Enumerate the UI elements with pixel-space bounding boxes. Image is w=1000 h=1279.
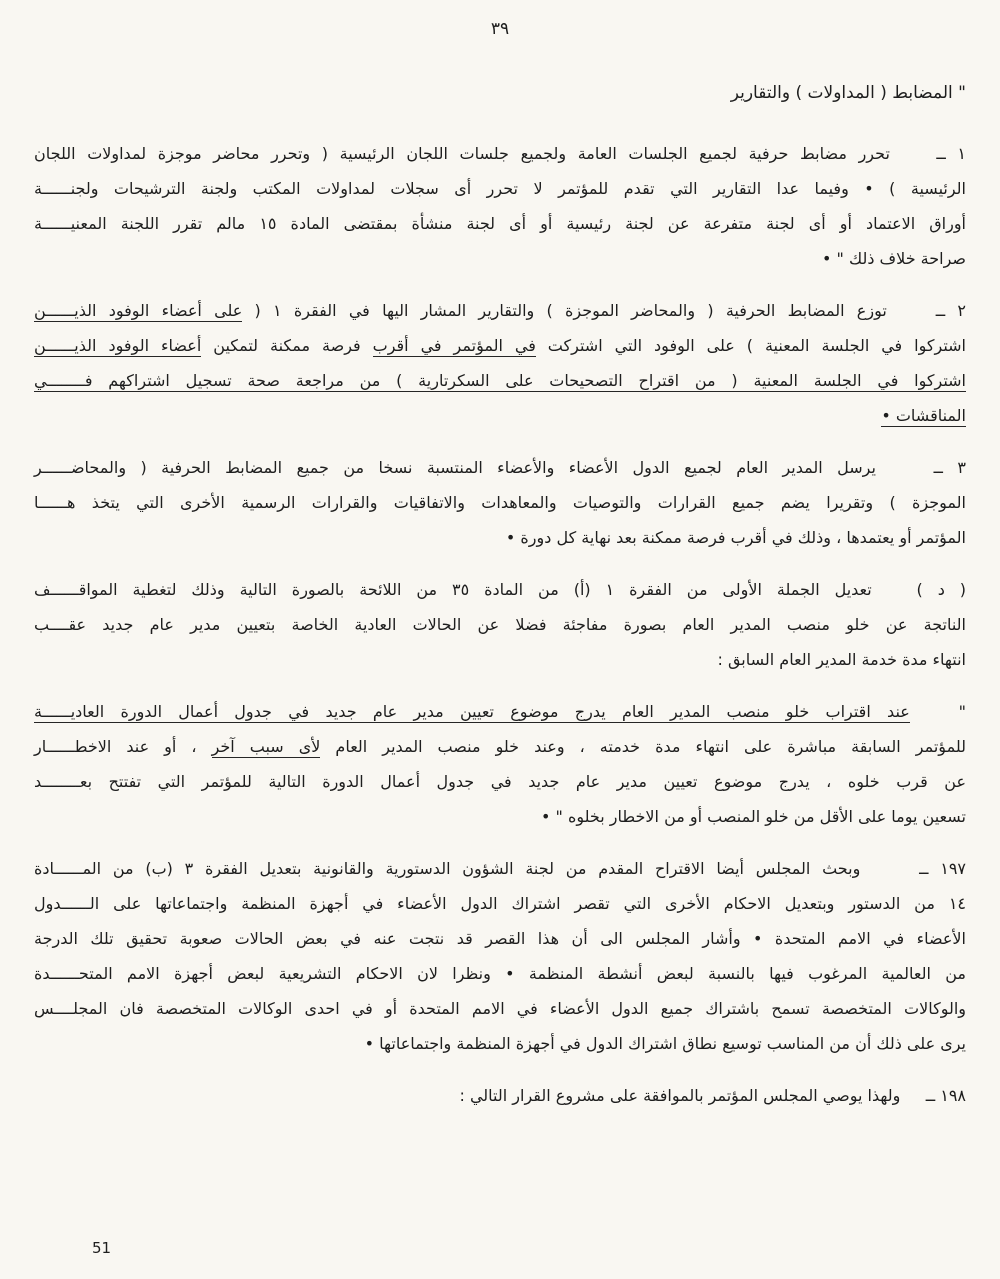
paragraph-line: [34, 921, 966, 956]
paragraph-line: [34, 1078, 966, 1113]
underlined-text: أعضاء الوفود الذيــــــن: [34, 336, 202, 355]
text-segment: انتهاء مدة خدمة المدير العام السابق :: [717, 650, 966, 669]
paragraph-line: [34, 136, 966, 171]
text-segment: ( د ) تعديل الجملة الأولى من الفقرة ١ (أ) من المادة ٣٥ من اللائحة بالصورة التالية وذلك لتغطية المواقــــــف: [34, 580, 966, 599]
text-segment: الموجزة ) وتقريرا يضم جميع القرارات والتوصيات والمعاهدات والاتفاقيات والقرارات الرسمية الأخرى التي يتخذ هــــــا: [34, 493, 966, 512]
paragraph-198: [34, 1078, 966, 1113]
paragraph-2: [34, 293, 966, 433]
paragraph-line: [34, 206, 966, 241]
paragraph-line: [34, 851, 966, 886]
text-segment: من العالمية المرغوب فيها بالنسبة لبعض أنشطة المنظمة • ونظرا لان الاحكام التشريعية لبعض أجهزة الامم المتحــــــدة: [34, 964, 966, 983]
underlined-text: في المؤتمر في أقرب: [372, 336, 536, 355]
text-segment: اشتركوا في الجلسة المعنية ) على الوفود التي اشتركت: [535, 336, 966, 355]
paragraph-line: [34, 398, 966, 433]
text-segment: المؤتمر أو يعتمدها ، وذلك في أقرب فرصة ممكنة بعد نهاية كل دورة •: [505, 528, 966, 547]
text-segment: يرى على ذلك أن من المناسب توسيع نطاق اشتراك الدول في أجهزة المنظمة واجتماعاتها •: [364, 1034, 966, 1053]
paragraph-line: [34, 1026, 966, 1061]
text-segment: أوراق الاعتماد أو أى لجنة متفرعة عن لجنة رئيسية أو أى لجنة منشأة بمقتضى المادة ١٥ مالم تقرر اللجنة المعنيــــــة: [34, 214, 966, 233]
paragraph-line: [34, 956, 966, 991]
paragraph-line: [34, 171, 966, 206]
text-segment: عن قرب خلوه ، يدرج موضوع تعيين مدير عام جديد في جدول أعمال الدورة التالية للمؤتمر التي تفتتح بعــــــــد: [34, 772, 966, 791]
paragraph-line: [34, 363, 966, 398]
paragraph-line: [34, 729, 966, 764]
section-heading: " المضابط ( المداولات ) والتقارير: [730, 83, 966, 103]
text-segment: تسعين يوما على الأقل من خلو المنصب أو من الاخطار بخلوه " •: [541, 807, 966, 826]
text-segment: الرئيسية ) • وفيما عدا التقارير التي تقدم للمؤتمر لا تحرر أى سجلات لمداولات المكتب ولجنة الترشيحات ولجنــــــة: [34, 179, 966, 198]
text-segment: ، أو عند الاخطــــــار: [34, 737, 212, 756]
text-segment: فرصة ممكنة لتمكين: [201, 336, 373, 355]
paragraph-line: [34, 799, 966, 834]
paragraph-197: [34, 851, 966, 1061]
paragraph-line: [34, 764, 966, 799]
text-segment: صراحة خلاف ذلك " •: [822, 249, 966, 268]
paragraph-line: [34, 607, 966, 642]
underlined-text: المناقشات •: [881, 406, 966, 425]
page-number-top: ٣٩: [490, 19, 510, 39]
paragraph-line: [34, 241, 966, 276]
underlined-text: على أعضاء الوفود الذيــــــن: [34, 301, 243, 320]
text-segment: الناتجة عن خلو منصب المدير العام بصورة مفاجئة فضلا عن الحالات العادية الخاصة بتعيين مدير عام جديد عقــــب: [34, 615, 966, 634]
underlined-text: لأى سبب آخر: [211, 737, 321, 756]
paragraph-line: [34, 886, 966, 921]
paragraphs-container: [34, 136, 966, 1113]
text-segment: ١٤ من الدستور وبتعديل الاحكام الأخرى التي تقصر اشتراك الدول الأعضاء في أجهزة المنظمة واجتماعاتها على الــــــدول: [34, 894, 966, 913]
paragraph-d: [34, 572, 966, 677]
text-segment: ١٩٧ ــ وبحث المجلس أيضا الاقتراح المقدم من لجنة الشؤون الدستورية والقانونية بتعديل الفقرة ٣ (ب) من المــــــادة: [34, 859, 966, 878]
paragraph-1: [34, 136, 966, 276]
underlined-text: عند اقتراب خلو منصب المدير العام يدرج موضوع تعيين مدير عام جديد في جدول أعمال الدورة العاديــــــة: [34, 702, 910, 721]
text-segment: ٣ ــ يرسل المدير العام لجميع الدول الأعضاء والأعضاء المنتسبة نسخا من جميع المضابط الحرفية ( والمحاضــــــر: [34, 458, 966, 477]
page-number-bottom: 51: [92, 1239, 112, 1257]
text-segment: ١ ــ تحرر مضابط حرفية لجميع الجلسات العامة ولجميع جلسات اللجان الرئيسية ( وتحرر محاضر موجزة لمداولات اللجان: [34, 144, 966, 163]
paragraph-line: [34, 991, 966, 1026]
paragraph-line: [34, 328, 966, 363]
text-segment: ١٩٨ ــ ولهذا يوصي المجلس المؤتمر بالموافقة على مشروع القرار التالي :: [459, 1086, 966, 1105]
text-segment: للمؤتمر السابقة مباشرة على انتهاء مدة خدمته ، وعند خلو منصب المدير العام: [320, 737, 966, 756]
paragraph-line: [34, 450, 966, 485]
underlined-text: اشتركوا في الجلسة المعنية ( من اقتراح التصحيحات على السكرتارية ) من مراجعة صحة تسجيل اشتراكهم فــــــــي: [34, 371, 966, 390]
paragraph-quote: [34, 694, 966, 834]
paragraph-3: [34, 450, 966, 555]
paragraph-line: [34, 485, 966, 520]
paragraph-line: [34, 642, 966, 677]
text-segment: ": [909, 702, 966, 721]
text-segment: الأعضاء في الامم المتحدة • وأشار المجلس الى أن هذا القصر قد نتجت عنه في بعض الحالات صعوبة تحقيق تلك الدرجة: [34, 929, 966, 948]
text-segment: والوكالات المتخصصة تسمح باشتراك جميع الدول الأعضاء في الامم المتحدة أو في احدى الوكالات المتخصصة فان المجلــــس: [34, 999, 966, 1018]
paragraph-line: [34, 293, 966, 328]
paragraph-line: [34, 520, 966, 555]
text-segment: ٢ ــ توزع المضابط الحرفية ( والمحاضر الموجزة ) والتقارير المشار اليها في الفقرة ١ (: [242, 301, 966, 320]
paragraph-line: [34, 572, 966, 607]
paragraph-line: [34, 694, 966, 729]
